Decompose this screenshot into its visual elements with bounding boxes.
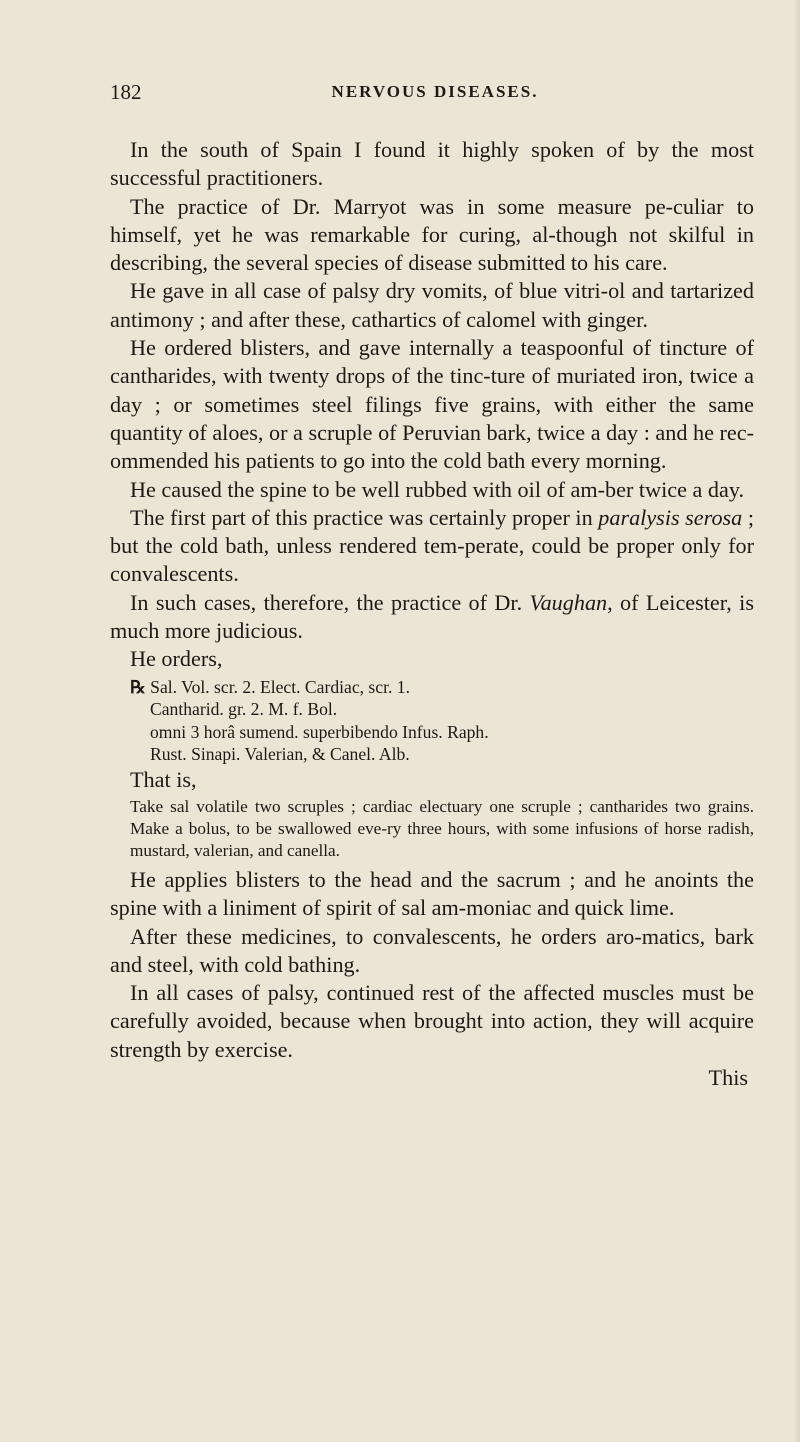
prescription-block: [130, 676, 754, 766]
paragraph-9: That is,: [130, 766, 197, 792]
paragraph-4: He ordered blisters, and gave internally a teaspoonful of tincture of cantharides, with twenty drops of the tinc-ture of muriated iron, twice a day ; or sometimes steel filings five grains, with either the same quantity of aloes, or a scruple of Peruvian bark, twice a day : and he rec-ommended his patients to go into the cold bath every morning.: [110, 335, 754, 474]
recipe-symbol: ℞: [130, 676, 146, 697]
paragraph-3: He gave in all case of palsy dry vomits, of blue vitri-ol and tartarized antimony ; and after these, cathartics of calomel with ginger.: [110, 278, 754, 332]
catchword: This: [708, 1065, 748, 1091]
page-number: 182: [110, 80, 142, 104]
paragraph-7-after: , of Leicester, is much more judicious.: [110, 589, 754, 644]
paragraph-7-italic: Vaughan: [529, 589, 608, 615]
running-head: NERVOUS DISEASES.: [331, 82, 539, 101]
paragraph-6: [110, 504, 754, 589]
paragraph-7: [110, 589, 754, 646]
paragraph-11: After these medicines, to convalescents, he orders aro-matics, bark and steel, with cold bathing.: [110, 923, 754, 977]
translation-block: Take sal volatile two scruples ; cardiac electuary one scruple ; cantharides two grains. Make a bolus, to be swallowed eve-ry three hours, with some infusions of horse radish, mustard, valerian, and canella.: [130, 796, 754, 860]
paragraph-7-before: In such cases, therefore, the practice of Dr.: [130, 589, 530, 615]
paragraph-2: The practice of Dr. Marryot was in some measure pe-culiar to himself, yet he was remarkable for curing, al-though not skilful in describing, the several species of disease submitted to his care.: [110, 193, 754, 276]
paragraph-6-italic: paralysis serosa: [598, 504, 743, 530]
prescription-line-1: [130, 676, 754, 699]
paragraph-10: He applies blisters to the head and the sacrum ; and he anoints the spine with a liniment of spirit of sal am-moniac and quick lime.: [110, 866, 754, 921]
paragraph-8: He orders,: [130, 646, 223, 672]
paragraph-6-after: ; but the cold bath, unless rendered tem-perate, could be proper only for convalescents.: [110, 504, 754, 587]
prescription-line-2: Cantharid. gr. 2. M. f. Bol.: [150, 699, 338, 720]
paragraph-5: He caused the spine to be well rubbed with oil of am-ber twice a day.: [130, 476, 745, 502]
prescription-line-3: omni 3 horâ sumend. superbibendo Infus. Raph.: [150, 721, 489, 742]
paragraph-6-before: The first part of this practice was certainly proper in: [130, 504, 599, 530]
page-header: [110, 80, 760, 110]
prescription-line-1-text: Sal. Vol. scr. 2. Elect. Cardiac, scr. 1.: [145, 676, 410, 697]
prescription-line-4: Rust. Sinapi. Valerian, & Canel. Alb.: [150, 744, 410, 765]
paragraph-1: In the south of Spain I found it highly spoken of by the most successful practitioners.: [110, 137, 754, 191]
body-text: [110, 136, 754, 1092]
paragraph-12: In all cases of palsy, continued rest of the affected muscles must be carefully avoided, because when brought into action, they will acquire strength by exercise.: [110, 980, 754, 1062]
